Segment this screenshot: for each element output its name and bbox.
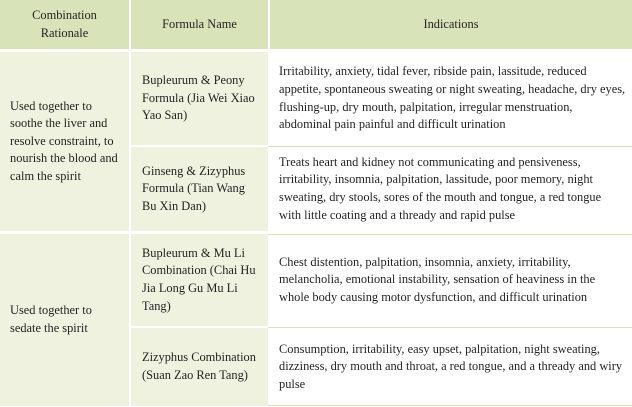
header-indications: Indications bbox=[268, 0, 632, 52]
header-combination-rationale: Combination Rationale bbox=[0, 0, 129, 52]
formula-name-tian-wang-bu-xin-dan: Ginseng & Zizyphus Formula (Tian Wang Bu Xin Dan) bbox=[129, 147, 268, 234]
rationale-cell-sedate-spirit: Used together to sedate the spirit bbox=[0, 234, 129, 406]
formula-name-suan-zao-ren-tang: Zizyphus Combination (Suan Zao Ren Tang) bbox=[129, 328, 268, 406]
indications-suan-zao-ren-tang: Consumption, irritability, easy upset, palpitation, night sweating, dizziness, dry mouth and throat, a red tongue, and a thready and wiry pulse bbox=[268, 328, 632, 406]
table-row bbox=[0, 52, 632, 147]
formula-name-jia-wei-xiao-yao-san: Bupleurum & Peony Formula (Jia Wei Xiao Yao San) bbox=[129, 52, 268, 147]
indications-divider bbox=[268, 234, 632, 235]
indications-chai-hu-jia-long-gu-mu-li-tang: Chest distention, palpitation, insomnia, anxiety, irritability, melancholia, emotional instability, sensation of heaviness in the whole body causing motor dysfunction, and difficult urination bbox=[268, 234, 632, 328]
indications-divider bbox=[268, 146, 632, 147]
formula-name-chai-hu-jia-long-gu-mu-li-tang: Bupleurum & Mu Li Combination (Chai Hu Jia Long Gu Mu Li Tang) bbox=[129, 234, 268, 328]
header-formula-name: Formula Name bbox=[129, 0, 268, 52]
table-row bbox=[0, 234, 632, 328]
indications-divider bbox=[268, 327, 632, 328]
indications-divider bbox=[268, 405, 632, 406]
indications-jia-wei-xiao-yao-san: Irritability, anxiety, tidal fever, ribside pain, lassitude, reduced appetite, spontaneous sweating or night sweating, headache, dry eyes, flushing-up, dry mouth, palpitation, irregular menstruation, abdominal pain painful and difficult urination bbox=[268, 52, 632, 147]
table-body bbox=[0, 52, 632, 406]
rationale-cell-soothe-liver: Used together to soothe the liver and resolve constraint, to nourish the blood and calm the spirit bbox=[0, 52, 129, 234]
table-header bbox=[0, 0, 632, 52]
header-row bbox=[0, 0, 632, 52]
indications-tian-wang-bu-xin-dan: Treats heart and kidney not communicating and pensiveness, irritability, insomnia, palpitation, lassitude, poor memory, night sweating, dry stools, sores of the mouth and tongue, a red tongue with little coating and a thready and rapid pulse bbox=[268, 147, 632, 234]
